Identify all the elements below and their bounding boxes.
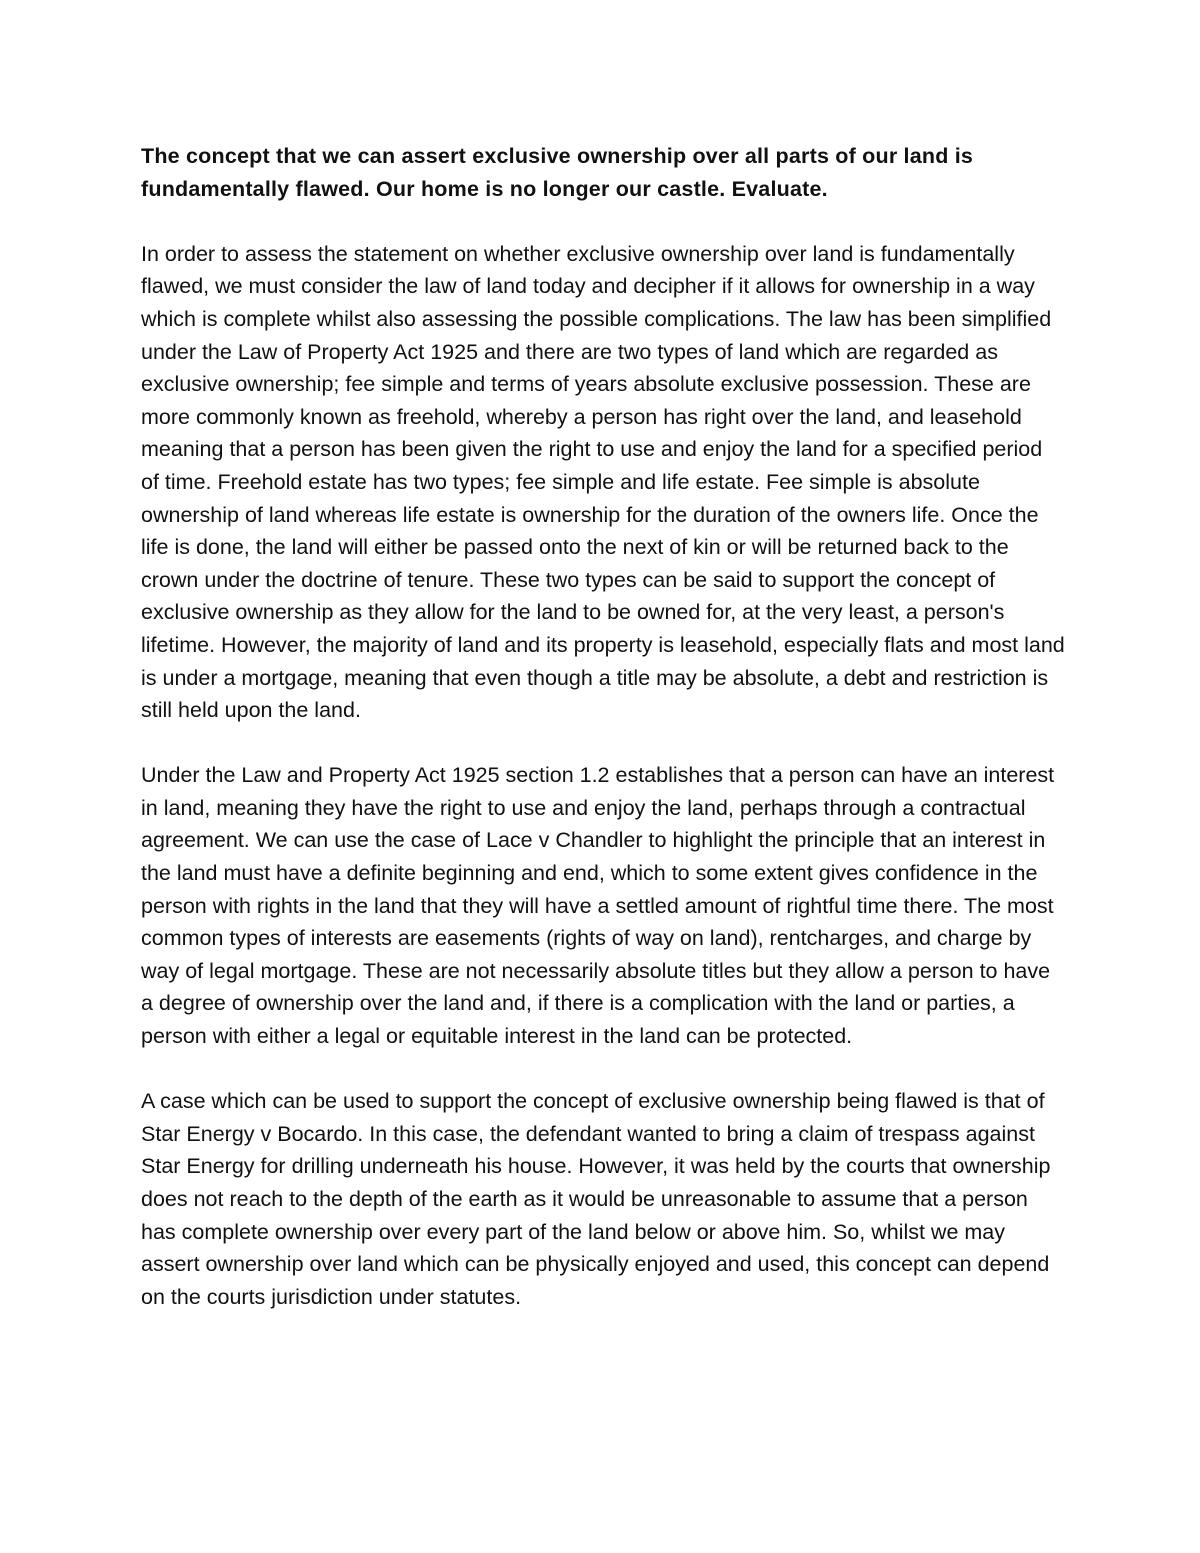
paragraph-2: Under the Law and Property Act 1925 section 1.2 establishes that a person can have an interest in land, meaning they have the right to use and enjoy the land, perhaps through a contractual agreement. We can use the case of Lace v Chandler to highlight the principle that an interest in the land must have a definite beginning and end, which to some extent gives confidence in the person with rights in the land that they will have a settled amount of rightful time there. The most common types of interests are easements (rights of way on land), rentcharges, and charge by way of legal mortgage. These are not necessarily absolute titles but they allow a person to have a degree of ownership over the land and, if there is a complication with the land or parties, a person with either a legal or equitable interest in the land can be protected. <box>141 763 1055 1049</box>
document-title: The concept that we can assert exclusive ownership over all parts of our land is fundamentally flawed. Our home is no longer our castle. Evaluate. <box>141 144 974 201</box>
paragraph-3: A case which can be used to support the concept of exclusive ownership being flawed is that of Star Energy v Bocardo. In this case, the defendant wanted to bring a claim of trespass against Star Energy for drilling underneath his house. However, it was held by the courts that ownership does not reach to the depth of the earth as it would be unreasonable to assume that a person has complete ownership over every part of the land below or above him. So, whilst we may assert ownership over land which can be physically enjoyed and used, this concept can depend on the courts jurisdiction under statutes. <box>141 1089 1051 1309</box>
paragraph-1: In order to assess the statement on whether exclusive ownership over land is fundamentally flawed, we must consider the law of land today and decipher if it allows for ownership in a way which is complete whilst also assessing the possible complications. The law has been simplified under the Law of Property Act 1925 and there are two types of land which are regarded as exclusive ownership; fee simple and terms of years absolute exclusive possession. These are more commonly known as freehold, whereby a person has right over the land, and leasehold meaning that a person has been given the right to use and enjoy the land for a specified period of time. Freehold estate has two types; fee simple and life estate. Fee simple is absolute ownership of land whereas life estate is ownership for the duration of the owners life. Once the life is done, the land will either be passed onto the next of kin or will be returned back to the crown under the doctrine of tenure. These two types can be said to support the concept of exclusive ownership as they allow for the land to be owned for, at the very least, a person's lifetime. However, the majority of land and its property is leasehold, especially flats and most land is under a mortgage, meaning that even though a title may be absolute, a debt and restriction is still held upon the land. <box>141 241 1065 723</box>
document-body <box>141 140 1066 1313</box>
